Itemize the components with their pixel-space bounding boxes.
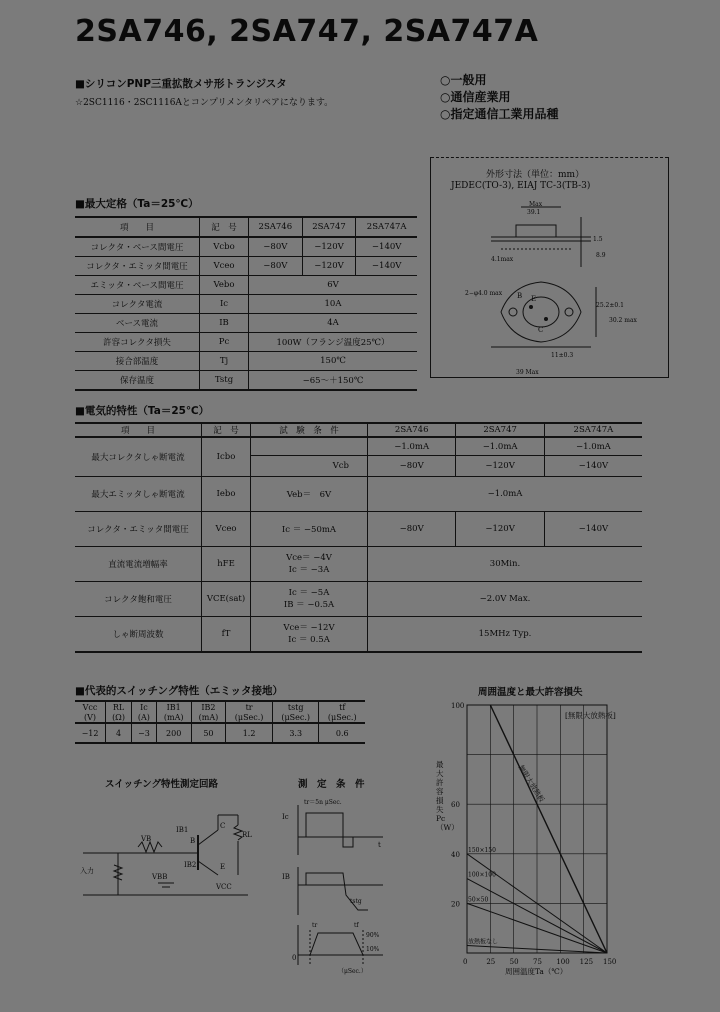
table-row: エミッタ・ベース間電圧 Vebo 6V xyxy=(75,276,417,295)
table-row: ベース電流 IB 4A xyxy=(75,314,417,333)
x-tick-label: 100 xyxy=(556,958,570,966)
label-vcc: VCC xyxy=(216,883,232,891)
table-row: コレクタ・ベース間電圧 Vcbo −80V −120V −140V xyxy=(75,237,417,257)
chart-xlabel: 周囲温度Ta（℃） xyxy=(505,967,568,976)
wave-label-note: tr＝5n μSec. xyxy=(304,799,342,806)
label-input: 入力 xyxy=(80,867,94,875)
wave-label-unit: （μSec.） xyxy=(338,968,367,975)
table-row: −12 4 −3 200 50 1.2 3.3 0.6 xyxy=(75,723,365,743)
outline-box xyxy=(430,157,669,378)
x-tick-label: 25 xyxy=(486,958,496,966)
series-label: 放熱板なし xyxy=(468,938,499,946)
label-e: E xyxy=(220,863,226,871)
series-label: 150×150 xyxy=(468,846,496,854)
col-symbol: 記 号 xyxy=(200,217,249,237)
wave-label-tstg: tstg xyxy=(350,898,362,905)
circuit-title: スイッチング特性測定回路 xyxy=(105,779,218,790)
table-header-row: 項 目 記 号 試 験 条 件 2SA746 2SA747 2SA747A xyxy=(75,423,642,437)
switching-circuit xyxy=(78,795,258,915)
table-header-row: Vcc RL Ic IB1 IB2 tr tstg tf xyxy=(75,701,365,712)
y-tick-label: 40 xyxy=(451,850,460,859)
outline-package: JEDEC(TO-3), EIAJ TC-3(TB-3) xyxy=(451,181,591,191)
x-tick-label: 75 xyxy=(533,958,542,966)
wave-label-tf: tf xyxy=(354,922,359,929)
conditions-title: 測 定 条 件 xyxy=(298,779,365,790)
use-industrial: ○通信産業用 xyxy=(440,90,511,104)
dim-8.9: 8.9 xyxy=(596,252,606,259)
dim-4.1: 4.1max xyxy=(491,256,514,263)
conditions-waveform xyxy=(268,795,388,975)
label-rl: RL xyxy=(242,831,252,839)
table-row: 接合部温度 Tj 150℃ xyxy=(75,352,417,371)
table-row: 最大コレクタしゃ断電流 Icbo −1.0mA −1.0mA −1.0mA xyxy=(75,437,642,456)
dim-11: 11±0.3 xyxy=(551,352,574,359)
label-ib1: IB1 xyxy=(176,826,189,834)
pin-c: C xyxy=(538,326,544,334)
chart-title: 周囲温度と最大許容損失 xyxy=(478,687,583,698)
dim-39max: 39 Max xyxy=(516,369,539,376)
dim-hole: 2−φ4.0 max xyxy=(465,290,503,297)
label-vbb: VBB xyxy=(152,873,168,881)
series-line xyxy=(490,705,607,953)
switching-table xyxy=(75,700,365,744)
table-header-row: (V) (Ω) (A) (mA) (mA) (μSec.) (μSec.) (μSec.) xyxy=(75,712,365,723)
page-title: 2SA746, 2SA747, 2SA747A xyxy=(75,14,539,49)
derating-chart xyxy=(440,695,710,970)
table-row: しゃ断周波数 fT Vce＝ −12V Ic ＝ 0.5A 15MHz Typ. xyxy=(75,617,642,653)
use-designated: ○指定通信工業用品種 xyxy=(440,107,559,121)
outline-drawing xyxy=(431,197,668,377)
y-tick-label: 60 xyxy=(451,801,460,810)
label-ib2: IB2 xyxy=(184,861,197,869)
pin-b: B xyxy=(517,292,523,300)
table-row: コレクタ飽和電圧 VCE(sat) Ic ＝ −5A IB ＝ −0.5A −2.0V Max. xyxy=(75,582,642,617)
table-row: コレクタ電流 Ic 10A xyxy=(75,295,417,314)
table-header-row xyxy=(75,217,417,237)
col-2sa747: 2SA747 xyxy=(302,217,356,237)
switching-title: ■代表的スイッチング特性（エミッタ接地） xyxy=(75,685,284,697)
complement-note: ☆2SC1116・2SC1116Aとコンプリメンタリペアになります。 xyxy=(75,98,334,108)
table-row: Vcb −80V −120V −140V xyxy=(75,456,642,477)
table-row: コレクタ・エミッタ間電圧 Vceo −80V −120V −140V xyxy=(75,257,417,276)
max-ratings-title: ■最大定格（Ta＝25℃） xyxy=(75,198,199,210)
uses-list xyxy=(440,72,558,123)
wave-label-ib: IB xyxy=(282,873,290,881)
y-tick-label: 20 xyxy=(451,900,460,909)
series-label: 50×50 xyxy=(468,896,489,904)
table-row: コレクタ・エミッタ間電圧 Vceo Ic ＝ −50mA −80V −120V −140V xyxy=(75,512,642,547)
y-tick-label: 100 xyxy=(451,702,465,710)
x-tick-label: 125 xyxy=(579,958,594,966)
wave-label-10: 10% xyxy=(366,946,380,953)
wave-label-tr: tr xyxy=(312,922,318,929)
col-2sa747a: 2SA747A xyxy=(356,217,417,237)
subtitle: ■シリコンPNP三重拡散メサ形トランジスタ xyxy=(75,78,287,90)
wave-label-zero: 0 xyxy=(292,954,297,962)
x-tick-label: 0 xyxy=(463,958,468,966)
dim-max: Max xyxy=(529,201,543,208)
x-tick-label: 50 xyxy=(509,958,519,966)
chart-legend-note: [無限大放熱板] xyxy=(565,711,616,720)
use-general: ○一般用 xyxy=(440,73,487,87)
table-row: 保存温度 Tstg −65～＋150℃ xyxy=(75,371,417,391)
chart-ylabel: 最大許容損失 Pc（W） xyxy=(436,760,459,832)
elec-title: ■電気的特性（Ta＝25℃） xyxy=(75,405,210,417)
dim-1.5: 1.5 xyxy=(593,236,603,243)
label-vb: VB xyxy=(141,835,152,843)
max-ratings-table xyxy=(75,216,417,391)
series-label: 100×100 xyxy=(468,871,496,879)
label-c: C xyxy=(220,822,226,830)
elec-table xyxy=(75,422,642,653)
outline-title: 外形寸法（単位：mm） xyxy=(486,170,585,180)
wave-label-t: t xyxy=(378,841,381,849)
col-2sa746: 2SA746 xyxy=(249,217,303,237)
x-tick-label: 150 xyxy=(603,958,617,966)
pin-e: E xyxy=(531,295,537,303)
label-b: B xyxy=(190,837,196,845)
wave-label-ic: Ic xyxy=(282,813,289,821)
dim-30: 30.2 max xyxy=(609,317,637,324)
table-row: 許容コレクタ損失 Pc 100W（フランジ温度25℃） xyxy=(75,333,417,352)
col-item: 項 目 xyxy=(75,217,200,237)
dim-25: 25.2±0.1 xyxy=(596,302,624,309)
table-row: 直流電流増幅率 hFE Vce＝ −4V Ic ＝ −3A 30Min. xyxy=(75,547,642,582)
wave-label-90: 90% xyxy=(366,932,380,939)
chart-annotation: 無限大放熱板 xyxy=(516,763,546,804)
dim-39: 39.1 xyxy=(527,209,541,216)
table-row: 最大エミッタしゃ断電流 Iebo Veb＝ 6V −1.0mA xyxy=(75,477,642,512)
